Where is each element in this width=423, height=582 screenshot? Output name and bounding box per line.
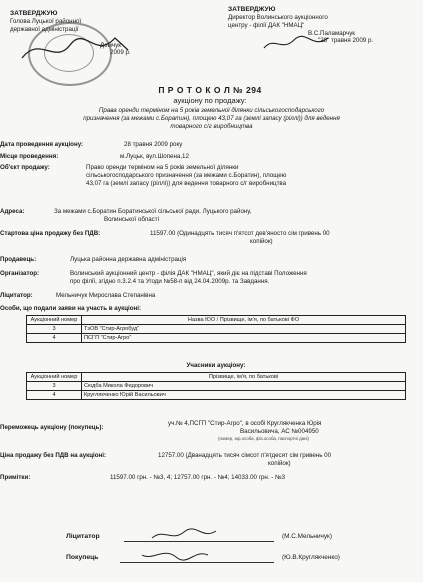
address-value (54, 208, 414, 224)
protocol-description (10, 107, 413, 130)
table-row (27, 391, 406, 400)
object-value (86, 164, 416, 187)
sale-price-line2: копійок) (268, 459, 291, 467)
table-row (27, 382, 406, 391)
approve-right-line2: центру - філії ДАК "НМАЦ" (228, 21, 305, 29)
date-label: Дата проведення аукціону: (0, 141, 84, 148)
organizer-value-line2: про філії, згідно п.3.2.4 та Угоди №58-п від 24.04.2009р. та Завдання. (70, 277, 270, 285)
object-label: Об'єкт продажу: (0, 164, 50, 171)
winner-value-line1: уч.№ 4,ПСГП "Стир-Агро", в особі Круглякченка Юрія (168, 420, 322, 427)
approve-right-date: "28" травня 2009 р. (318, 37, 374, 45)
participant-number: 4 (27, 391, 82, 400)
winner-label: Переможець аукціону (покупець): (0, 424, 104, 431)
participants-header-row (27, 373, 406, 382)
notes-value: 11597.00 грн. - №3, 4; 12757.00 грн. - №4; 14033.00 грн. - №3 (110, 474, 286, 481)
participant-name: Сюдба Микола Федорович (82, 382, 406, 391)
start-price-line1: 11597.00 (Одинадцять тисяч п'ятсот дев'яносто сім гривень 00 (150, 230, 330, 237)
approve-left-date: 2009 р. (110, 49, 131, 57)
buyer-sign-name: (Ю.В.Круглякченко) (282, 554, 340, 561)
table-row (27, 325, 406, 334)
seller-label: Продавець: (0, 256, 37, 263)
applicants-col-number: Аукціонний номер (27, 316, 82, 325)
organizer-value-line1: Волинський аукціонний центр - філія ДАК "НМАЦ", який діє на підставі Положення (70, 270, 307, 277)
licitator-sign-label: Ліцитатор (66, 533, 100, 540)
seller-value: Луцька районна державна адміністрація (70, 256, 187, 263)
auctioneer-label: Ліцитатор: (0, 292, 33, 299)
place-value: м.Луцьк, вул.Шопена,12 (120, 153, 189, 160)
applicants-heading: Особи, що подали заяви на участь в аукціоні: (0, 305, 142, 312)
participants-col-name: Прізвище, ім'я, по батькові (82, 373, 406, 382)
approve-right-title: ЗАТВЕРДЖУЮ (228, 6, 276, 13)
participant-number: 3 (27, 382, 82, 391)
place-label: Місце проведення: (0, 153, 59, 160)
applicant-name: ПСГП "Стир-Агро" (82, 334, 406, 343)
object-value-line2: сільськогосподарського призначення (за межами с.Боратин), площею (86, 171, 287, 179)
applicant-number: 3 (27, 325, 82, 334)
object-value-line1: Право оренди терміном на 5 років земельної ділянки (86, 164, 239, 171)
start-price-label: Стартова ціна продажу без ПДВ: (0, 230, 101, 237)
participants-heading: Учасники аукціону: (186, 362, 246, 369)
licitator-sign-name: (М.С.Мельничук) (282, 533, 332, 540)
approve-left-line1: Голова Луцької районної (10, 18, 82, 26)
approve-right-line1: Директор Волинського аукціонного (228, 14, 328, 22)
table-row (27, 334, 406, 343)
buyer-signature-icon (140, 545, 210, 563)
notes-label: Примітки: (0, 474, 31, 481)
organizer-label: Організатор: (0, 270, 40, 277)
address-label: Адреса: (0, 208, 25, 215)
object-value-line3: 43,07 га (землі запасу (ріллі)) для ведення товарного с/г виробництва (86, 179, 287, 187)
winner-value (168, 420, 418, 441)
approve-left-signer: Демчук (100, 41, 121, 49)
participants-table (26, 372, 406, 400)
sale-price-value (158, 452, 420, 468)
applicants-col-name: Назва ЮО / Прізвище, ім'я, по батькові ФО (82, 316, 406, 325)
auctioneer-value: Мельничук Мирослава Степанівна (56, 292, 156, 299)
applicant-number: 4 (27, 334, 82, 343)
applicants-table (26, 315, 406, 343)
start-price-value (150, 230, 420, 246)
address-value-line1: За межами с.Боратин Боратинської сільської ради, Луцького району, (54, 208, 252, 215)
signature-left-icon (20, 30, 130, 70)
sale-price-line1: 12757.00 (Дванадцять тисяч сімсот п'ятдесят сім гривень 00 (158, 452, 332, 459)
participant-name: Круглякченко Юрій Васильович (82, 391, 406, 400)
winner-note: (номер, юр.особа, фіз.особа, паспортні дані) (218, 435, 309, 441)
approve-right-signer: В.С.Паламарчук (308, 29, 355, 37)
participants-col-number: Аукціонний номер (27, 373, 82, 382)
description-line1: Права оренди терміном на 5 років земельної ділянки сільськогосподарського (98, 107, 325, 114)
winner-value-line2: Васильовича, АС №004950 (240, 427, 319, 435)
address-value-line2: Волинської області (104, 215, 159, 223)
description-line2: призначення (за межами с.Боратин), площею 43,07 га (землі запасу (ріллі)) для ведення (83, 114, 340, 122)
protocol-heading (60, 85, 360, 105)
sale-price-label: Ціна продажу без ПДВ на аукціоні: (0, 452, 107, 459)
approve-left-line2: державної адміністрації (10, 25, 79, 33)
signature-right-icon (262, 34, 332, 54)
page-title: П Р О Т О К О Л № 294 (158, 85, 262, 95)
approve-left-title: ЗАТВЕРДЖУЮ (10, 10, 58, 17)
applicant-name: ТзОВ "Стир-Агробуд" (82, 325, 406, 334)
date-value: 28 травня 2009 року (124, 141, 183, 148)
description-line3: товарного с/г виробництва (170, 122, 253, 130)
applicants-header-row (27, 316, 406, 325)
page-subtitle: аукціону по продажу: (173, 95, 247, 105)
organizer-value (70, 270, 420, 286)
start-price-line2: копійок) (250, 237, 273, 245)
licitator-signature-icon (150, 526, 220, 544)
buyer-sign-label: Покупець (66, 554, 99, 561)
